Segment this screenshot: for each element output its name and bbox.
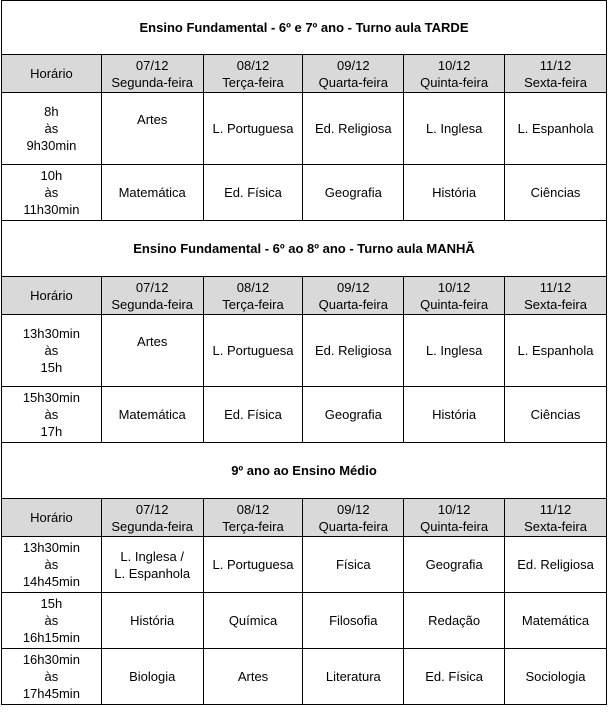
subject-cell [203,537,303,593]
time-line: 17h45min [22,686,80,701]
subject-name: L. Inglesa / [120,548,184,564]
subject-name: Ed. Religiosa [315,343,392,358]
subject-name: Artes [137,112,168,127]
day-date: 08/12 [236,279,270,295]
subject-cell [404,387,505,443]
subject-name: Sociologia [525,669,586,684]
subject-name: Artes [137,334,168,349]
subject-cell [101,387,203,443]
time-header: Horário [2,277,102,315]
time-slot [2,315,102,387]
day-name: Quarta-feira [318,74,388,90]
header-row [2,499,607,537]
subject-cell [101,593,203,649]
subject-cell [203,165,303,221]
day-name: Terça-feira [222,296,284,312]
section-title: 9º ano ao Ensino Médio [2,443,607,499]
subject-name: L. Espanhola [517,343,594,358]
subject-name: Ed. Física [224,407,282,422]
subject-cell [505,165,607,221]
day-date: 09/12 [337,57,370,73]
time-line: 14h45min [22,574,80,589]
subject-name: Matemática [118,407,186,422]
subject-name: Literatura [325,669,381,684]
schedule-document [1,0,607,705]
day-date: 10/12 [437,57,471,73]
day-date: 11/12 [539,57,572,73]
time-line: às [44,121,59,136]
subject-cell [101,165,203,221]
subject-name: L. Inglesa [425,343,483,358]
subject-name: Geografia [324,185,382,200]
time-line: 16h15min [22,630,80,645]
section-title: Ensino Fundamental - 6º e 7º ano - Turno aula TARDE [2,1,607,55]
day-header [101,277,203,315]
schedule-row [2,593,607,649]
time-slot [2,387,102,443]
subject-name: Ed. Física [425,669,484,684]
schedule-row [2,165,607,221]
day-date: 11/12 [539,501,572,517]
day-header [505,55,607,93]
subject-cell [303,537,404,593]
subject-name: História [130,613,175,628]
subject-name: Filosofia [329,613,378,628]
time-header: Horário [2,55,102,93]
schedule-row [2,93,607,165]
day-name: Quarta-feira [318,518,388,534]
time-line: 9h30min [26,138,77,153]
subject-name: Matemática [521,613,590,628]
day-header [404,55,505,93]
time-slot [2,537,102,593]
time-line: 15h30min [22,390,80,405]
header-row [2,277,607,315]
subject-cell [404,537,505,593]
subject-name: Geografia [324,407,382,422]
day-date: 08/12 [236,501,270,517]
time-line: 15h [40,596,63,611]
subject-cell [203,93,303,165]
schedule-table [1,0,607,705]
subject-name: Ed. Religiosa [315,121,392,136]
subject-name: Artes [237,669,269,684]
subject-name: História [432,407,477,422]
day-date: 11/12 [539,279,572,295]
time-line: 17h [40,424,63,439]
time-slot [2,165,102,221]
subject-cell [505,315,607,387]
schedule-row [2,537,607,593]
subject-cell [404,593,505,649]
day-date: 08/12 [236,57,270,73]
subject-name: L. Espanhola [517,121,594,136]
time-line: 15h [40,360,63,375]
day-header [203,499,303,537]
subject-name: Ed. Religiosa [517,557,594,572]
day-date: 10/12 [437,279,471,295]
time-line: 8h [44,104,59,119]
day-date: 10/12 [437,501,471,517]
subject-cell [505,649,607,705]
time-line: às [44,185,59,200]
time-line: às [44,407,59,422]
day-date: 09/12 [337,279,370,295]
day-header [303,499,404,537]
time-line: às [44,669,59,684]
day-name: Sexta-feira [524,518,587,534]
subject-name: L. Inglesa [425,121,483,136]
subject-cell [203,593,303,649]
subject-cell [505,93,607,165]
time-line: 13h30min [22,326,80,341]
subject-cell [404,165,505,221]
day-name: Quinta-feira [420,74,489,90]
time-slot [2,93,102,165]
day-name: Terça-feira [222,518,284,534]
day-header [505,277,607,315]
section-title-row [2,1,607,55]
day-date: 07/12 [135,501,169,517]
day-name: Segunda-feira [111,74,194,90]
time-slot [2,593,102,649]
subject-name: Física [335,557,371,572]
day-name: Quinta-feira [420,296,489,312]
section-title: Ensino Fundamental - 6º ao 8º ano - Turno aula MANHÃ [2,221,607,277]
day-date: 07/12 [135,279,169,295]
day-header [101,499,203,537]
time-header: Horário [2,499,102,537]
subject-name: História [432,185,477,200]
subject-cell [505,387,607,443]
day-date: 09/12 [337,501,370,517]
subject-cell [303,387,404,443]
subject-name: L. Portuguesa [212,121,294,136]
subject-cell [303,315,404,387]
subject-cell [303,593,404,649]
day-header [203,277,303,315]
subject-cell [404,315,505,387]
time-line: às [44,343,59,358]
subject-cell [404,93,505,165]
subject-cell [203,387,303,443]
header-row [2,55,607,93]
subject-cell [203,315,303,387]
subject-cell [505,537,607,593]
day-name: Quinta-feira [420,518,489,534]
subject-name: Matemática [118,185,186,200]
subject-name: Redação [428,613,481,628]
subject-cell [101,537,203,593]
section-title-row [2,221,607,277]
subject-name: Química [228,613,278,628]
time-line: às [44,557,59,572]
subject-name: Biologia [129,669,176,684]
schedule-row [2,315,607,387]
subject-name: Ciências [530,185,581,200]
time-line: às [44,613,59,628]
time-line: 11h30min [23,202,80,217]
day-name: Sexta-feira [524,74,587,90]
day-name: Terça-feira [222,74,284,90]
time-line: 13h30min [22,540,80,555]
day-date: 07/12 [135,57,169,73]
time-line: 16h30min [22,652,80,667]
time-line: 10h [40,168,63,183]
subject-name: L. Portuguesa [212,343,294,358]
day-name: Segunda-feira [111,296,194,312]
section-title-row [2,443,607,499]
day-header [404,499,505,537]
day-header [303,55,404,93]
subject-name: Geografia [425,557,483,572]
day-header [505,499,607,537]
schedule-row [2,649,607,705]
day-name: Quarta-feira [318,296,388,312]
schedule-row [2,387,607,443]
subject-name: Ed. Física [224,185,282,200]
time-slot [2,649,102,705]
subject-cell [404,649,505,705]
day-header [404,277,505,315]
day-name: Segunda-feira [111,518,194,534]
subject-cell [203,649,303,705]
subject-cell [303,93,404,165]
subject-name: L. Espanhola [114,565,191,581]
subject-name: Ciências [530,407,581,422]
subject-cell [303,649,404,705]
day-header [101,55,203,93]
day-header [303,277,404,315]
subject-name: L. Portuguesa [212,557,294,572]
subject-cell [101,93,203,165]
day-name: Sexta-feira [524,296,587,312]
subject-cell [101,649,203,705]
subject-cell [505,593,607,649]
day-header [203,55,303,93]
subject-cell [101,315,203,387]
subject-cell [303,165,404,221]
